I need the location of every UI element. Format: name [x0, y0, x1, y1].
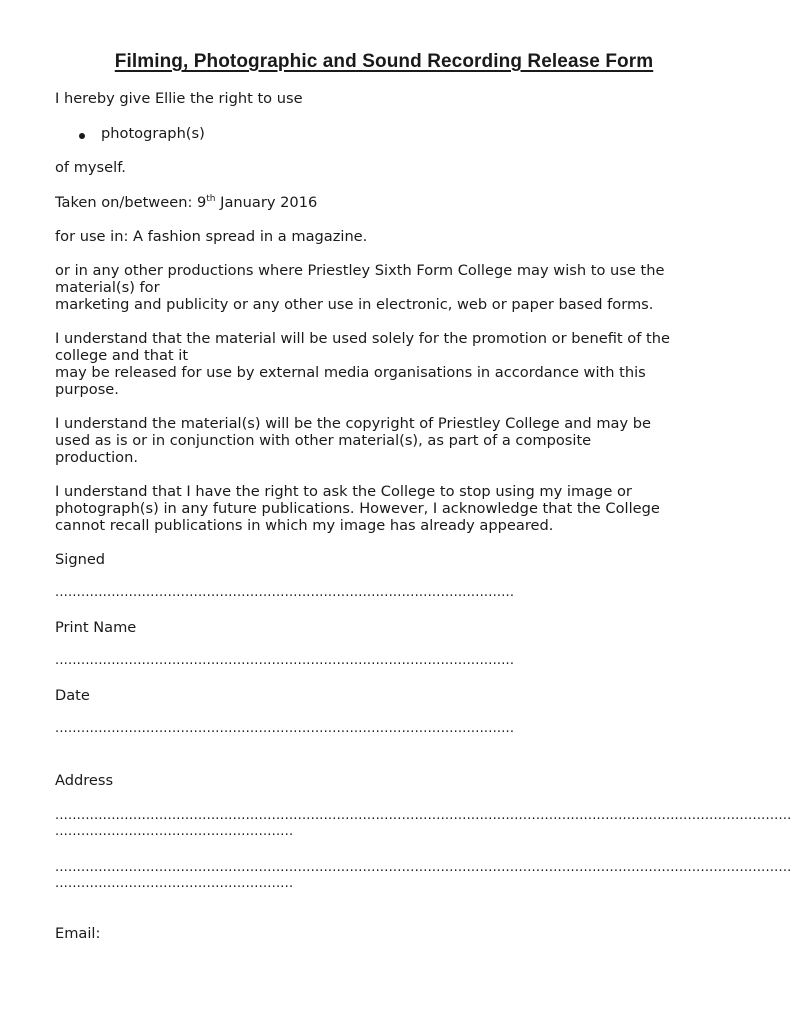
print-name-label: Print Name	[55, 619, 137, 636]
of-myself-text: of myself.	[55, 159, 126, 176]
paragraph-line: cannot recall publications in which my image has already appeared.	[55, 517, 554, 534]
date-field[interactable]: ..........................................................................................................	[55, 721, 515, 736]
paragraph-line: production.	[55, 449, 139, 466]
paragraph-line: photograph(s) in any future publications. However, I acknowledge that the College	[55, 500, 660, 517]
date-label: Date	[55, 687, 90, 704]
taken-date-rest: January 2016	[215, 194, 318, 211]
form-title: Filming, Photographic and Sound Recording Release Form	[114, 51, 654, 72]
address-field-line[interactable]: ..........................................................................................................................................................................	[55, 860, 792, 875]
paragraph-line: I understand the material(s) will be the copyright of Priestley College and may be	[55, 415, 651, 432]
paragraph-line: or in any other productions where Priestley Sixth Form College may wish to use the	[55, 262, 665, 279]
taken-on-text	[55, 194, 317, 211]
address-label: Address	[55, 772, 114, 789]
paragraph-line: material(s) for	[55, 279, 160, 296]
for-use-in-text: for use in: A fashion spread in a magazine.	[55, 228, 368, 245]
paragraph-line: marketing and publicity or any other use in electronic, web or paper based forms.	[55, 296, 654, 313]
bullet-item-photographs: photograph(s)	[101, 125, 205, 142]
print-name-field[interactable]: ..........................................................................................................	[55, 653, 515, 668]
paragraph-line: may be released for use by external media organisations in accordance with this	[55, 364, 646, 381]
paragraph-line: used as is or in conjunction with other material(s), as part of a composite	[55, 432, 592, 449]
bullet-icon	[79, 133, 85, 139]
address-field-line[interactable]: ..........................................................................................................................................................................	[55, 808, 792, 823]
address-field-line[interactable]: .......................................................	[55, 876, 294, 891]
signed-label: Signed	[55, 551, 106, 568]
paragraph-line: I understand that the material will be used solely for the promotion or benefit of the	[55, 330, 670, 347]
paragraph-line: college and that it	[55, 347, 189, 364]
paragraph-line: purpose.	[55, 381, 119, 398]
signature-field[interactable]: ..........................................................................................................	[55, 585, 515, 600]
taken-ordinal: th	[206, 194, 216, 204]
taken-label: Taken on/between: 9	[55, 194, 207, 211]
paragraph-line: I understand that I have the right to ask the College to stop using my image or	[55, 483, 632, 500]
intro-text: I hereby give Ellie the right to use	[55, 90, 303, 107]
address-field-line[interactable]: .......................................................	[55, 824, 294, 839]
email-label: Email:	[55, 925, 101, 942]
